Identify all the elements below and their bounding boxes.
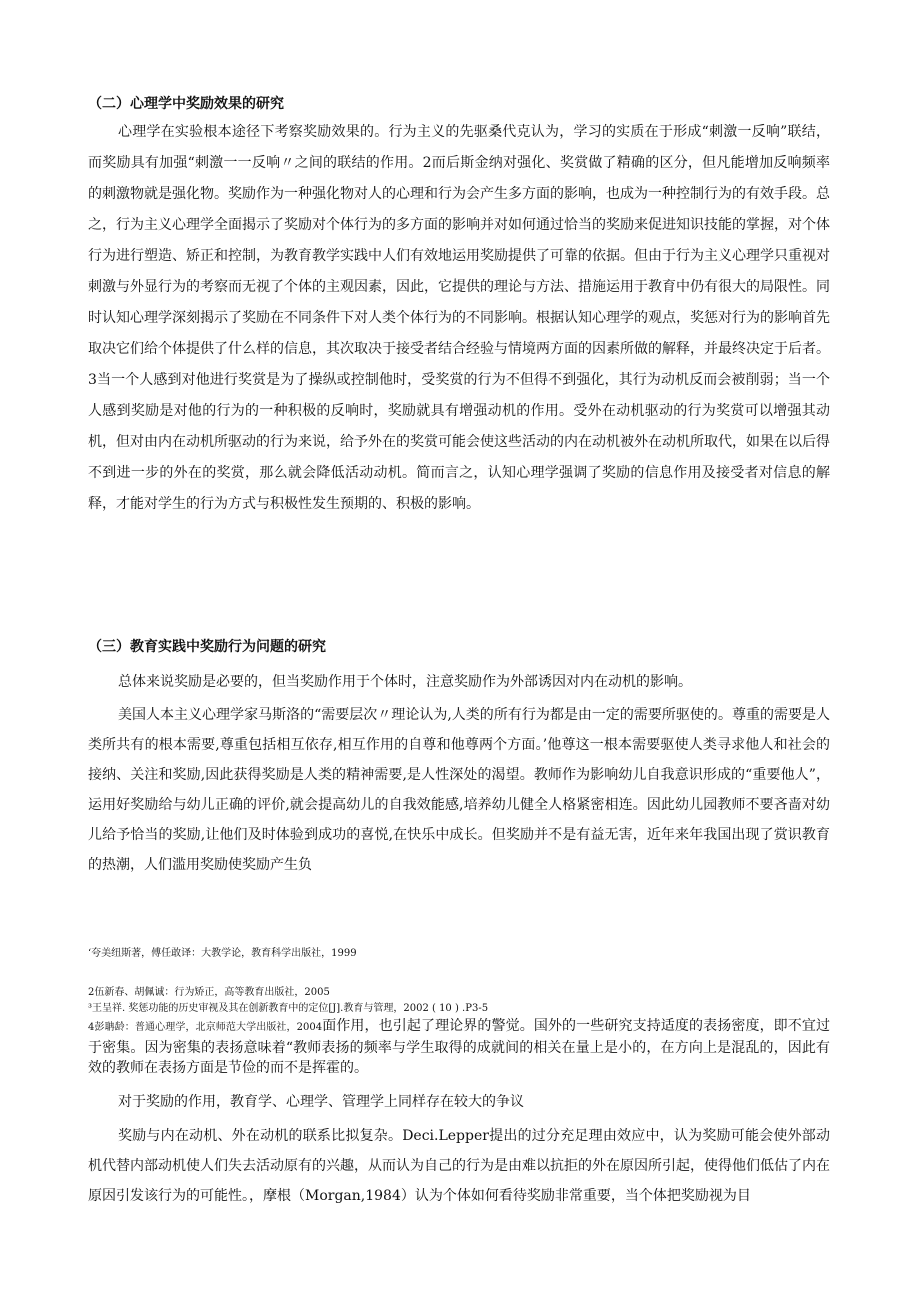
paragraph-controversy: 对于奖励的作用，教育学、心理学、管理学上同样存在较大的争议 [118,1094,524,1110]
paragraph-reward-necessity: 总体来说奖励是必要的，但当奖励作用于个体时，注意奖励作为外部诱因对内在动机的影响。 [118,674,692,690]
footnote-2: 2伍新春、胡佩诚：行为矫正，高等教育出版社，2005 [88,987,330,998]
footnote-3: ³王呈祥. 奖惩功能的历史审视及其在创新教育中的定位[J].教育与管理，2002 ( 10 ) .P3-5 [88,1003,489,1014]
paragraph-psychology-reward: 心理学在实验根本途径下考察奖励效果的。行为主义的先驱桑代克认为，学习的实质在于形成“刺激一反响”联结，而奖励具有加强“刺激一一反响〃之间的联结的作用。2而后斯金纳对强化、奖赏做了精确的区分，但凡能增加反响频率的刺激物就是强化物。奖励作为一种强化物对人的心理和行为会产生多方面的影响，也成为一种控制行为的有效手段。总之，行为主义心理学全面揭示了奖励对个体行为的多方面的影响并对如何通过恰当的奖励来促进知识技能的掌握，对个体行为进行塑造、矫正和控制，为教育教学实践中人们有效地运用奖励提供了可靠的依据。但由于行为主义心理学只重视对刺激与外显行为的考察而无视了个体的主观因素，因此，它提供的理论与方法、措施运用于教育中仍有很大的局限性。同时认知心理学深刻揭示了奖励在不同条件下对人类个体行为的不同影响。根据认知心理学的观点，奖惩对行为的影响首先取决它们给个体提供了什么样的信息，其次取决于接受者结合经验与情境两方面的因素所做的解释，并最终决定于后者。3当一个人感到对他进行奖赏是为了操纵或控制他时，受奖赏的行为不但得不到强化，其行为动机反而会被削弱；当一个人感到奖励是对他的行为的一种积极的反响时，奖励就具有增强动机的作用。受外在动机驱动的行为奖赏可以增强其动机，但对由内在动机所驱动的行为来说，给予外在的奖赏可能会使这些活动的内在动机被外在动机所取代，如果在以后得不到进一步的外在的奖赏，那么就会降低活动动机。简而言之，认知心理学强调了奖励的信息作用及接受者对信息的解释，才能对学生的行为方式与积极性发生预期的、积极的影响。 [88,124,830,512]
footnote-4: 4彭聃龄：普通心理学，北京师范大学出版社，2004 [88,1022,323,1033]
footnote-1: ‘夸美纽斯著，傅任敢译：大教学论，教育科学出版社，1999 [88,948,357,959]
footnote-4-with-continuation [88,1016,830,1078]
section-heading-2: （二）心理学中奖励效果的研究 [88,96,284,112]
paragraph-praise-continuation: 面作用，也引起了理论界的警觉。国外的一些研究支持适度的表扬密度，即不宜过于密集。因为密集的表扬意味着“教师表扬的频率与学生取得的成就间的相关在量上是小的，在方向上是混乱的，因此有效的教师在表扬方面是节俭的而不是挥霍的。 [88,1018,830,1076]
paragraph-intrinsic-motivation: 奖励与内在动机、外在动机的联系比拟复杂。Deci.Lepper提出的过分充足理由效应中，认为奖励可能会使外部动机代替内部动机使人们失去活动原有的兴趣，从而认为自己的行为是由难以抗拒的外在原因所引起，使得他们低估了内在原因引发该行为的可能性。，摩根（Morgan,1984）认为个体如何看待奖励非常重要，当个体把奖励视为目 [88,1128,830,1204]
section-heading-3: （三）教育实践中奖励行为问题的研究 [88,639,326,655]
paragraph-maslow: 美国人本主义心理学家马斯洛的“需要层次〃理论认为,人类的所有行为都是由一定的需要所驱使的。尊重的需要是人类所共有的根本需要,尊重包括相互依存,相互作用的自尊和他尊两个方面。’他尊这一根本需要驱使人类寻求他人和社会的接纳、关注和奖励,因此获得奖励是人类的精神需要,是人性深处的渴望。教师作为影响幼儿自我意识形成的“重要他人”，运用好奖励给与幼儿正确的评价,就会提高幼儿的自我效能感,培养幼儿健全人格紧密相连。因此幼儿园教师不要吝啬对幼儿给予恰当的奖励,让他们及时体验到成功的喜悦,在快乐中成长。但奖励并不是有益无害，近年来年我国出现了赏识教育的热潮，人们滥用奖励使奖励产生负 [88,707,830,873]
